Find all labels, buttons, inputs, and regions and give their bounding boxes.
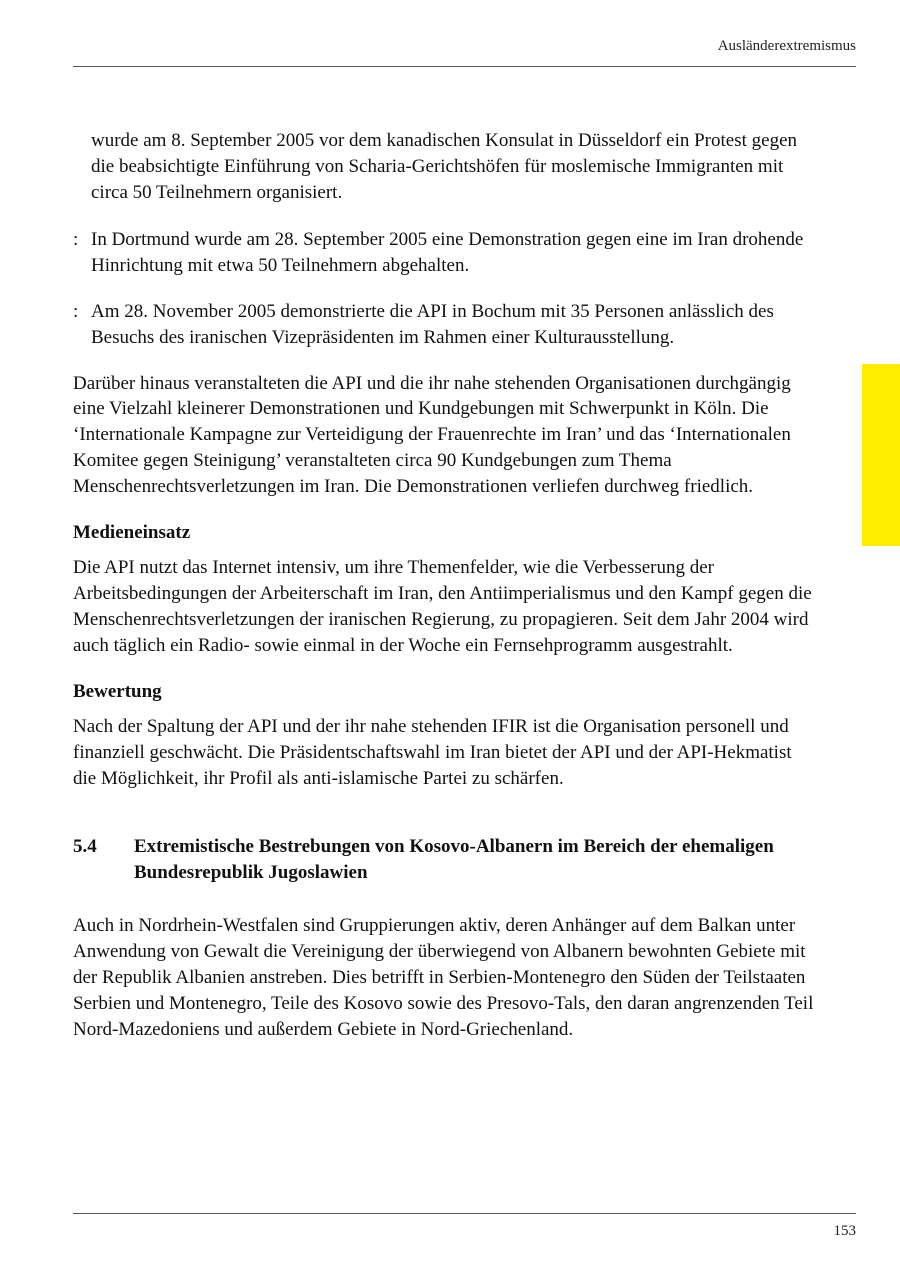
section-title: Extremistische Bestrebungen von Kosovo-Albanern im Bereich der ehemaligen Bundesrepublik Jugoslawien: [134, 835, 774, 883]
bullet-marker: :: [73, 300, 79, 322]
continuation-paragraph: wurde am 8. September 2005 vor dem kanadischen Konsulat in Düsseldorf ein Protest gegen die beabsichtigte Einführung von Scharia-Gerichtshöfen für moslemische Immigranten mit circa 50 Teilnehmern organisiert.: [91, 130, 798, 203]
header-rule: [73, 66, 856, 67]
bullet-item-bochum: [73, 299, 818, 351]
demonstrations-paragraph: Darüber hinaus veranstalteten die API und die ihr nahe stehenden Organisationen durchgängig eine Vielzahl kleinerer Demonstrationen und Kundgebungen mit Schwerpunkt in Köln. Die ‘Internationale Kampagne zur Verteidigung der Frauenrechte im Iran’ und das ‘Internationalen Komitee gegen Steinigung’ veranstalteten circa 90 Kundgebungen zum Thema Menschenrechtsverletzungen im Iran. Die Demonstrationen verliefen durchweg friedlich.: [73, 372, 791, 497]
bullet-item-dortmund: [73, 227, 818, 279]
bullet-text: Am 28. November 2005 demonstrierte die API in Bochum mit 35 Personen anlässlich des Besuchs des iranischen Vizepräsidenten im Rahmen einer Kulturausstellung.: [91, 300, 774, 348]
chapter-tab-marker: [862, 364, 900, 546]
section-number: 5.4: [73, 835, 97, 857]
heading-medieneinsatz: Medieneinsatz: [73, 521, 191, 543]
kosovo-paragraph: Auch in Nordrhein-Westfalen sind Gruppierungen aktiv, deren Anhänger auf dem Balkan unter Anwendung von Gewalt die Vereinigung der überwiegend von Albanern bewohnten Gebiete mit der Republik Albanien anstreben. Dies betrifft in Serbien-Montenegro den Süden der Teilstaaten Serbien und Montenegro, Teile des Kosovo sowie des Presovo-Tals, den daran angrenzenden Teil Nord-Mazedoniens und außerdem Gebiete in Nord-Griechenland.: [73, 915, 814, 1040]
page-number: 153: [833, 1223, 856, 1239]
section-heading: [73, 834, 818, 886]
footer-rule: [73, 1213, 856, 1214]
bullet-marker: :: [73, 229, 79, 251]
assessment-paragraph: Nach der Spaltung der API und der ihr nahe stehenden IFIR ist die Organisation personell und finanziell geschwächt. Die Präsidentschaftswahl im Iran bietet der API und der API-Hekmatist die Möglichkeit, ihr Profil als anti-islamische Partei zu schärfen.: [73, 716, 792, 789]
media-paragraph: Die API nutzt das Internet intensiv, um ihre Themenfelder, wie die Verbesserung der Arbeitsbedingungen der Arbeiterschaft im Iran, den Antiimperialismus und den Kampf gegen die Menschenrechtsverletzungen der iranischen Regierung, zu propagieren. Seit dem Jahr 2004 wird auch täglich ein Radio- sowie einmal in der Woche ein Fernsehprogramm ausgestrahlt.: [73, 557, 812, 656]
bullet-text: In Dortmund wurde am 28. September 2005 eine Demonstration gegen eine im Iran drohende Hinrichtung mit etwa 50 Teilnehmern abgehalten.: [91, 229, 804, 277]
heading-bewertung: Bewertung: [73, 680, 162, 702]
running-header: Ausländerextremismus: [717, 38, 856, 54]
page-body: [73, 128, 818, 1062]
